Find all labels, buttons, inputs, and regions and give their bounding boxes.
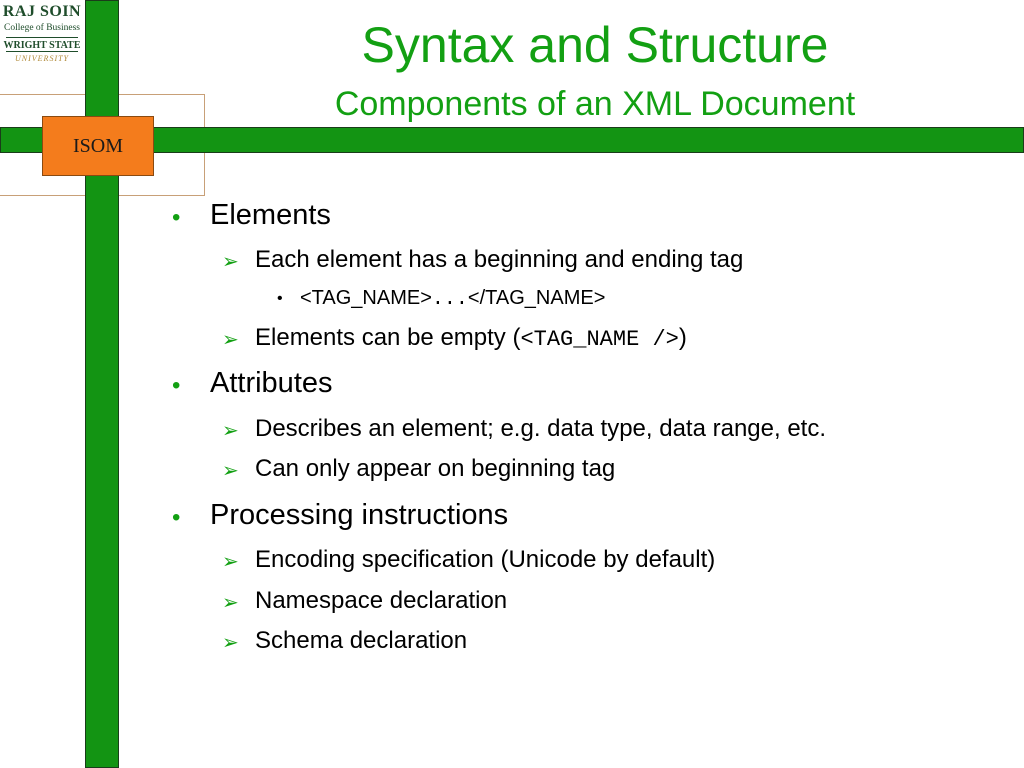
arrow-bullet-icon: ➢ <box>222 551 239 573</box>
university-logo <box>0 0 84 80</box>
bullet-level2-item: Each element has a beginning and ending tag <box>255 246 744 273</box>
bullet-level2-item <box>255 324 687 352</box>
arrow-bullet-icon: ➢ <box>222 460 239 482</box>
logo-line-1: RAJ SOIN <box>2 3 82 20</box>
arrow-bullet-icon: ➢ <box>222 420 239 442</box>
logo-line-4: UNIVERSITY <box>15 54 69 63</box>
bullet-level1-elements: Elements <box>210 199 331 231</box>
logo-line-2: College of Business <box>4 23 80 33</box>
arrow-bullet-icon: ➢ <box>222 592 239 614</box>
arrow-bullet-icon: ➢ <box>222 632 239 654</box>
bullet-level1-processing: Processing instructions <box>210 499 509 531</box>
bullet-dot: • <box>172 372 181 399</box>
code-open-tag: <TAG_NAME> <box>300 287 432 309</box>
slide-title: Syntax and Structure <box>361 17 829 73</box>
bullet-level2-item: Describes an element; e.g. data type, data range, etc. <box>255 415 827 442</box>
bullet-level1-attributes: Attributes <box>210 367 333 399</box>
code-close-tag: </TAG_NAME> <box>467 287 606 309</box>
inline-code: <TAG_NAME /> <box>520 327 679 352</box>
bullet-level3-code <box>300 287 605 311</box>
arrow-bullet-icon: ➢ <box>222 329 239 351</box>
text-after-code: ) <box>678 324 687 351</box>
slide-subtitle: Components of an XML Document <box>334 85 856 123</box>
bullet-level2-item: Namespace declaration <box>255 587 508 614</box>
bullet-dot: • <box>172 204 181 231</box>
text-before-code: Elements can be empty ( <box>255 324 521 351</box>
code-dots: ... <box>431 288 468 311</box>
bullet-level2-item: Encoding specification (Unicode by default) <box>255 546 716 573</box>
bullet-level2-item: Can only appear on beginning tag <box>255 455 616 482</box>
bullet-level2-item: Schema declaration <box>255 627 468 654</box>
bullet-dot: • <box>172 504 181 531</box>
logo-divider-2 <box>6 51 78 52</box>
logo-line-3: WRIGHT STATE <box>3 40 81 51</box>
logo-divider <box>6 37 78 38</box>
arrow-bullet-icon: ➢ <box>222 251 239 273</box>
bullet-dot-small: • <box>277 290 283 307</box>
isom-badge: ISOM <box>42 116 154 176</box>
